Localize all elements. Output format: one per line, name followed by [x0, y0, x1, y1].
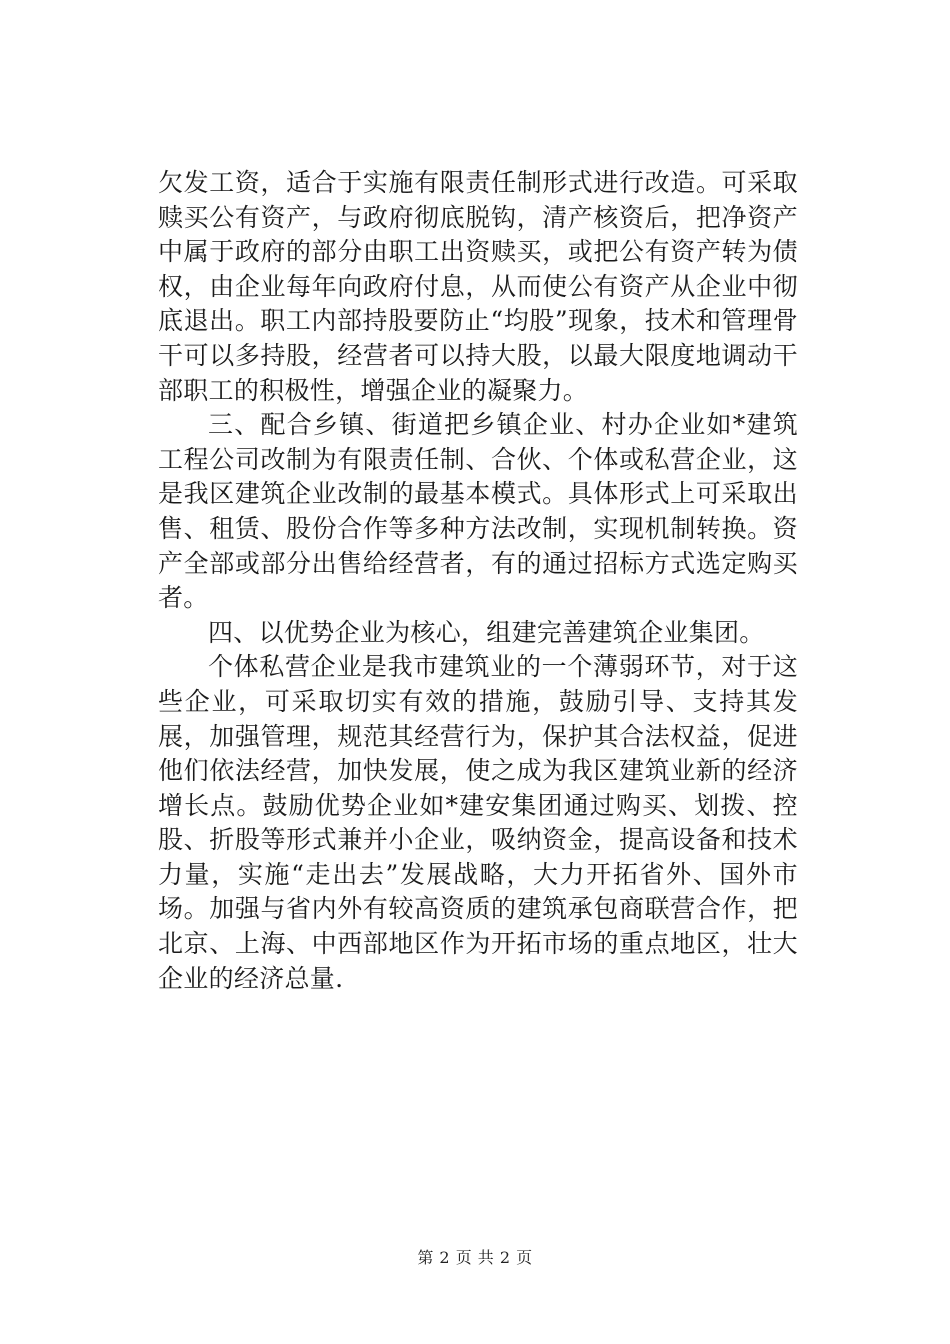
- paragraph-continuation: 欠发工资，适合于实施有限责任制形式进行改造。可采取赎买公有资产，与政府彻底脱钩，清产核资后，把净资产中属于政府的部分由职工出资赎买，或把公有资产转为债权，由企业每年向政府付息，从而使公有资产从企业中彻底退出。职工内部持股要防止“均股”现象，技术和管理骨干可以多持股，经营者可以持大股，以最大限度地调动干部职工的积极性，增强企业的凝聚力。: [158, 168, 798, 405]
- paragraph-private-enterprises: 个体私营企业是我市建筑业的一个薄弱环节，对于这些企业，可采取切实有效的措施，鼓励引导、支持其发展，加强管理，规范其经营行为，保护其合法权益，促进他们依法经营，加快发展，使之成为我区建筑业新的经济增长点。鼓励优势企业如*建安集团通过购买、划拨、控股、折股等形式兼并小企业，吸纳资金，提高设备和技术力量，实施“走出去”发展战略，大力开拓省外、国外市场。加强与省内外有较高资质的建筑承包商联营合作，把北京、上海、中西部地区作为开拓市场的重点地区，壮大企业的经济总量.: [158, 652, 798, 993]
- paragraph-section-three: 三、配合乡镇、街道把乡镇企业、村办企业如*建筑工程公司改制为有限责任制、合伙、个体或私营企业，这是我区建筑企业改制的最基本模式。具体形式上可采取出售、租赁、股份合作等多种方法改制，实现机制转换。资产全部或部分出售给经营者，有的通过招标方式选定购买者。: [158, 410, 798, 613]
- document-body: [158, 166, 798, 996]
- page-number-footer: 第 2 页 共 2 页: [417, 1248, 533, 1267]
- paragraph-section-four-heading: 四、以优势企业为核心，组建完善建筑企业集团。: [208, 617, 765, 647]
